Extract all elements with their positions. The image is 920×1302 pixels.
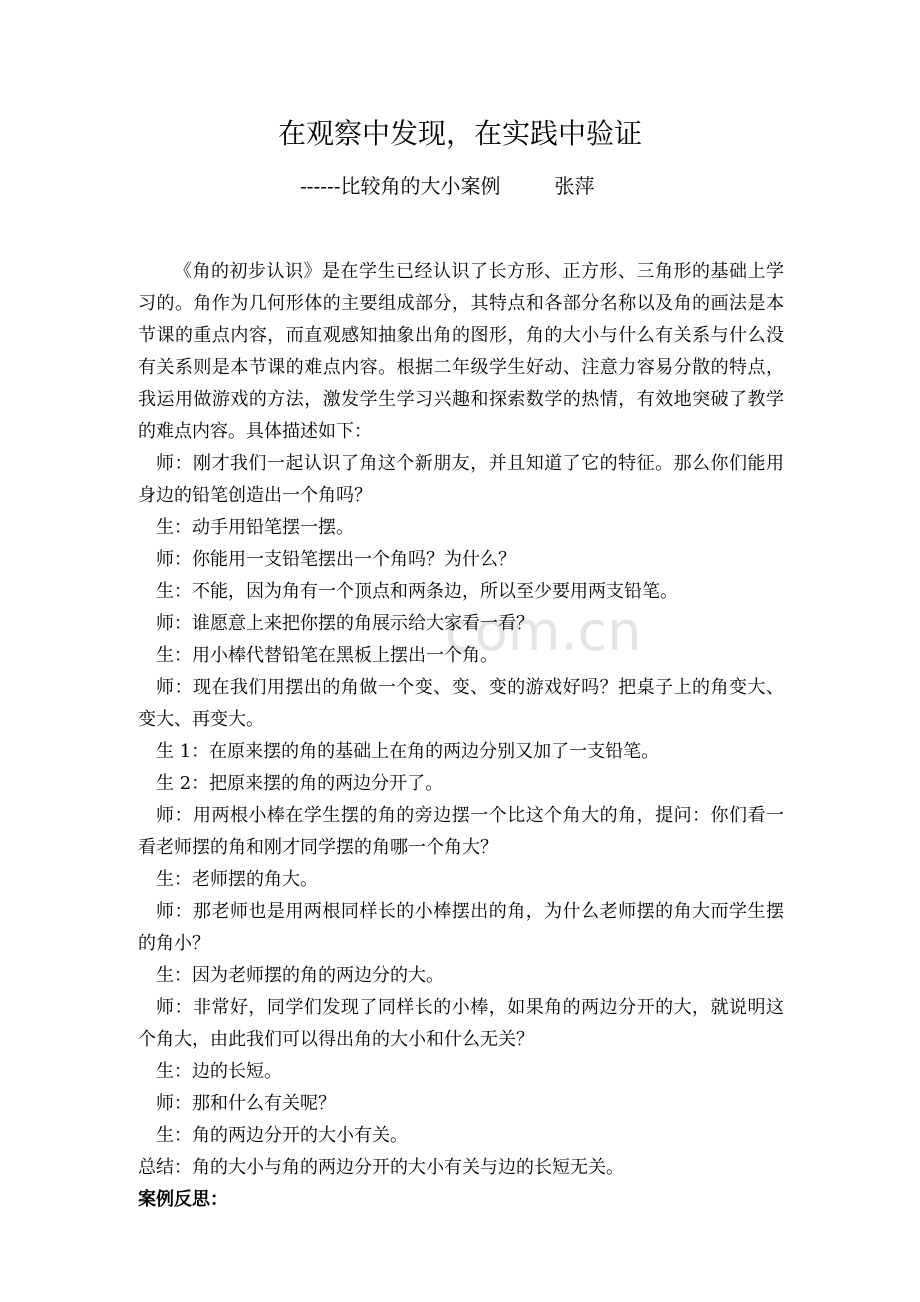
dialogue-line-14: 师：非常好，同学们发现了同样长的小棒，如果角的两边分开的大，就说明这个角大，由此我们可以得出角的大小和什么无关？ (138, 997, 784, 1050)
dialogue-line-11: 生：老师摆的角大。 (156, 869, 318, 890)
dialogue-line-4: 生：不能，因为角有一个顶点和两条边，所以至少要用两支铅笔。 (156, 581, 678, 602)
dialogue-line-5: 师：谁愿意上来把你摆的角展示给大家看一看？ (156, 613, 534, 634)
subtitle-text: ------比较角的大小案例 (300, 174, 501, 198)
dialogue-line-2: 生：动手用铅笔摆一摆。 (156, 517, 354, 538)
watermark: com.cn (445, 600, 642, 663)
dialogue-line-9: 生 2：把原来摆的角的两边分开了。 (156, 773, 444, 794)
summary-paragraph: 总结：角的大小与角的两边分开的大小有关与边的长短无关。 (138, 1157, 624, 1178)
dialogue-line-16: 师：那和什么有关呢？ (156, 1093, 336, 1114)
reflection-heading: 案例反思： (138, 1189, 228, 1210)
document-subtitle (300, 168, 595, 204)
dialogue-line-15: 生：边的长短。 (156, 1061, 282, 1082)
document-title: 在观察中发现，在实践中验证 (277, 117, 642, 150)
dialogue-line-6: 生：用小棒代替铅笔在黑板上摆出一个角。 (156, 645, 498, 666)
dialogue-line-3: 师：你能用一支铅笔摆出一个角吗？为什么？ (156, 549, 516, 570)
intro-paragraph: 《角的初步认识》是在学生已经认识了长方形、正方形、三角形的基础上学习的。角作为几何形体的主要组成部分，其特点和各部分名称以及角的画法是本节课的重点内容，而直观感知抽象出角的图形，角的大小与什么有关系与什么没有关系则是本节课的难点内容。根据二年级学生好动、注意力容易分散的特点，我运用做游戏的方法，激发学生学习兴趣和探索数学的热情，有效地突破了教学的难点内容。具体描述如下： (138, 261, 784, 442)
dialogue-line-17: 生：角的两边分开的大小有关。 (156, 1125, 408, 1146)
author-name: 张萍 (554, 174, 595, 198)
dialogue-line-10: 师：用两根小棒在学生摆的角的旁边摆一个比这个角大的角，提问：你们看一看老师摆的角和刚才同学摆的角哪一个角大？ (138, 805, 784, 858)
dialogue-line-8: 生 1：在原来摆的角的基础上在角的两边分别又加了一支铅笔。 (156, 741, 660, 762)
dialogue-line-12: 师：那老师也是用两根同样长的小棒摆出的角，为什么老师摆的角大而学生摆的角小？ (138, 901, 784, 954)
dialogue-line-13: 生：因为老师摆的角的两边分的大。 (156, 965, 444, 986)
dialogue-line-7: 师：现在我们用摆出的角做一个变、变、变的游戏好吗？把桌子上的角变大、变大、再变大。 (138, 677, 784, 730)
document-body (138, 256, 784, 1216)
dialogue-line-1: 师：刚才我们一起认识了角这个新朋友，并且知道了它的特征。那么你们能用身边的铅笔创造出一个角吗？ (138, 453, 784, 506)
